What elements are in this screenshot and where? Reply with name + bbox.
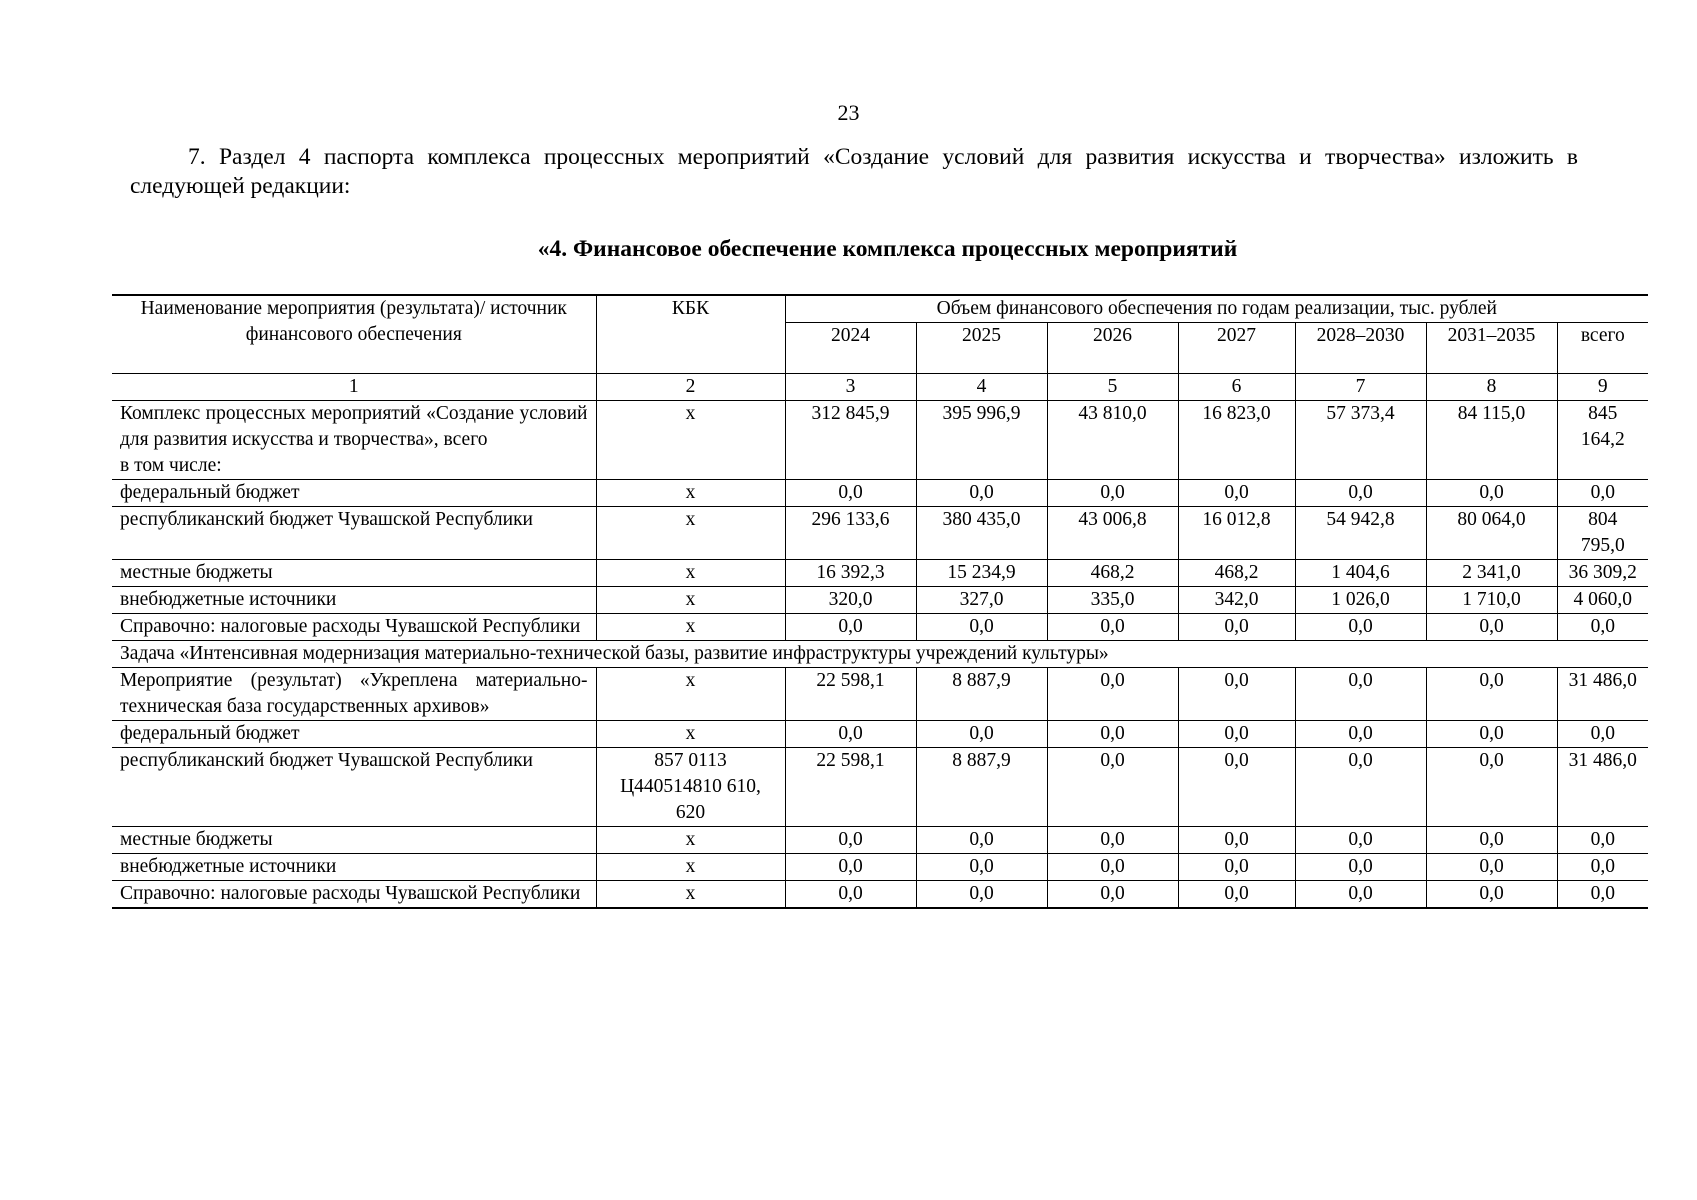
row-value-cell: 0,0 xyxy=(1295,480,1426,507)
page-number: 23 xyxy=(837,100,860,125)
header-year: всего xyxy=(1557,323,1648,374)
row-value-cell: 0,0 xyxy=(916,721,1047,748)
row-value-cell: 0,0 xyxy=(1557,827,1648,854)
row-name-cell: Комплекс процессных мероприятий «Создание условий для развития искусства и творчества», всего в том числе: xyxy=(112,401,596,480)
row-value-cell: 0,0 xyxy=(1426,881,1557,909)
column-number: 3 xyxy=(785,374,916,401)
table-row xyxy=(112,401,1648,480)
row-value-cell: 0,0 xyxy=(1426,668,1557,721)
row-value-cell: 0,0 xyxy=(1047,721,1178,748)
row-value-cell: 845 164,2 xyxy=(1557,401,1648,480)
section-title: «4. Финансовое обеспечение комплекса процессных мероприятий xyxy=(537,236,1238,262)
row-value-cell: 0,0 xyxy=(1178,827,1295,854)
row-value-cell: 31 486,0 xyxy=(1557,668,1648,721)
table-row xyxy=(112,881,1648,909)
task-row xyxy=(112,641,1648,668)
row-value-cell: 312 845,9 xyxy=(785,401,916,480)
header-year: 2028–2030 xyxy=(1295,323,1426,374)
row-kbk-cell: х xyxy=(596,480,785,507)
row-value-cell: 1 710,0 xyxy=(1426,587,1557,614)
row-value-cell: 0,0 xyxy=(1295,668,1426,721)
column-number: 1 xyxy=(112,374,596,401)
row-value-cell: 0,0 xyxy=(785,614,916,641)
row-value-cell: 0,0 xyxy=(1047,881,1178,909)
row-value-cell: 804 795,0 xyxy=(1557,507,1648,560)
row-value-cell: 22 598,1 xyxy=(785,748,916,827)
row-value-cell: 0,0 xyxy=(1047,480,1178,507)
column-number: 9 xyxy=(1557,374,1648,401)
row-value-cell: 0,0 xyxy=(1557,854,1648,881)
row-value-cell: 16 392,3 xyxy=(785,560,916,587)
row-value-cell: 0,0 xyxy=(1295,614,1426,641)
row-value-cell: 36 309,2 xyxy=(1557,560,1648,587)
row-value-cell: 0,0 xyxy=(1426,854,1557,881)
table-row xyxy=(112,507,1648,560)
table-row xyxy=(112,560,1648,587)
row-kbk-cell: х xyxy=(596,881,785,909)
row-value-cell: 8 887,9 xyxy=(916,668,1047,721)
row-name-cell: местные бюджеты xyxy=(112,827,596,854)
header-year: 2027 xyxy=(1178,323,1295,374)
header-year: 2025 xyxy=(916,323,1047,374)
row-value-cell: 468,2 xyxy=(1047,560,1178,587)
row-value-cell: 327,0 xyxy=(916,587,1047,614)
row-name-cell: внебюджетные источники xyxy=(112,587,596,614)
row-value-cell: 0,0 xyxy=(785,827,916,854)
row-value-cell: 80 064,0 xyxy=(1426,507,1557,560)
table-row xyxy=(112,668,1648,721)
row-value-cell: 395 996,9 xyxy=(916,401,1047,480)
row-value-cell: 0,0 xyxy=(1426,614,1557,641)
column-numbers-row xyxy=(112,374,1648,401)
row-value-cell: 0,0 xyxy=(1557,614,1648,641)
row-value-cell: 0,0 xyxy=(1047,668,1178,721)
column-number: 8 xyxy=(1426,374,1557,401)
row-value-cell: 0,0 xyxy=(1178,668,1295,721)
row-value-cell: 2 341,0 xyxy=(1426,560,1557,587)
header-year: 2026 xyxy=(1047,323,1178,374)
row-value-cell: 0,0 xyxy=(1295,881,1426,909)
row-value-cell: 335,0 xyxy=(1047,587,1178,614)
row-value-cell: 0,0 xyxy=(1557,480,1648,507)
row-value-cell: 0,0 xyxy=(785,480,916,507)
row-value-cell: 0,0 xyxy=(1178,480,1295,507)
row-value-cell: 15 234,9 xyxy=(916,560,1047,587)
row-value-cell: 380 435,0 xyxy=(916,507,1047,560)
row-value-cell: 296 133,6 xyxy=(785,507,916,560)
row-name-cell: федеральный бюджет xyxy=(112,721,596,748)
row-value-cell: 0,0 xyxy=(1295,721,1426,748)
column-number: 6 xyxy=(1178,374,1295,401)
header-name-cell: Наименование мероприятия (результата)/ источник финансового обеспечения xyxy=(112,295,596,374)
header-kbk-cell: КБК xyxy=(596,295,785,374)
row-value-cell: 0,0 xyxy=(1047,614,1178,641)
row-value-cell: 0,0 xyxy=(1178,614,1295,641)
table-row xyxy=(112,748,1648,827)
row-value-cell: 0,0 xyxy=(1426,480,1557,507)
table-row xyxy=(112,480,1648,507)
row-value-cell: 0,0 xyxy=(1178,721,1295,748)
row-value-cell: 0,0 xyxy=(1295,827,1426,854)
row-value-cell: 0,0 xyxy=(785,721,916,748)
column-number: 2 xyxy=(596,374,785,401)
row-value-cell: 468,2 xyxy=(1178,560,1295,587)
row-value-cell: 0,0 xyxy=(1047,827,1178,854)
row-value-cell: 0,0 xyxy=(916,480,1047,507)
row-name-cell: федеральный бюджет xyxy=(112,480,596,507)
row-kbk-cell: х xyxy=(596,507,785,560)
header-year: 2031–2035 xyxy=(1426,323,1557,374)
row-value-cell: 0,0 xyxy=(785,881,916,909)
table-row xyxy=(112,854,1648,881)
row-kbk-cell: х xyxy=(596,401,785,480)
table-row xyxy=(112,587,1648,614)
table-row xyxy=(112,721,1648,748)
header-volume-cell: Объем финансового обеспечения по годам реализации, тыс. рублей xyxy=(785,295,1648,323)
row-kbk-cell: х xyxy=(596,560,785,587)
row-value-cell: 0,0 xyxy=(1426,748,1557,827)
row-value-cell: 0,0 xyxy=(1047,748,1178,827)
row-kbk-cell: х xyxy=(596,854,785,881)
row-value-cell: 0,0 xyxy=(916,827,1047,854)
row-name-cell: Справочно: налоговые расходы Чувашской Республики xyxy=(112,881,596,909)
row-value-cell: 0,0 xyxy=(916,614,1047,641)
header-year: 2024 xyxy=(785,323,916,374)
row-value-cell: 342,0 xyxy=(1178,587,1295,614)
row-name-cell: республиканский бюджет Чувашской Республики xyxy=(112,748,596,827)
row-kbk-cell: х xyxy=(596,668,785,721)
row-name-cell: местные бюджеты xyxy=(112,560,596,587)
table-row xyxy=(112,827,1648,854)
row-value-cell: 43 810,0 xyxy=(1047,401,1178,480)
intro-paragraph: 7. Раздел 4 паспорта комплекса процессных мероприятий «Создание условий для развития искусства и творчества» изложить в следующей редакции: xyxy=(130,144,1578,199)
row-value-cell: 0,0 xyxy=(1426,721,1557,748)
row-value-cell: 0,0 xyxy=(1178,881,1295,909)
table-row xyxy=(112,614,1648,641)
row-value-cell: 0,0 xyxy=(785,854,916,881)
row-value-cell: 43 006,8 xyxy=(1047,507,1178,560)
row-value-cell: 84 115,0 xyxy=(1426,401,1557,480)
financing-table xyxy=(112,294,1648,909)
column-number: 7 xyxy=(1295,374,1426,401)
row-name-cell: внебюджетные источники xyxy=(112,854,596,881)
row-name-cell: Мероприятие (результат) «Укреплена материально-техническая база государственных архивов» xyxy=(112,668,596,721)
row-value-cell: 0,0 xyxy=(916,854,1047,881)
row-kbk-cell: 857 0113 Ц440514810 610, 620 xyxy=(596,748,785,827)
row-value-cell: 31 486,0 xyxy=(1557,748,1648,827)
row-value-cell: 16 823,0 xyxy=(1178,401,1295,480)
row-kbk-cell: х xyxy=(596,827,785,854)
row-value-cell: 22 598,1 xyxy=(785,668,916,721)
row-value-cell: 0,0 xyxy=(1295,854,1426,881)
row-kbk-cell: х xyxy=(596,587,785,614)
row-value-cell: 1 404,6 xyxy=(1295,560,1426,587)
row-value-cell: 1 026,0 xyxy=(1295,587,1426,614)
row-name-cell: республиканский бюджет Чувашской Республики xyxy=(112,507,596,560)
row-value-cell: 0,0 xyxy=(916,881,1047,909)
row-value-cell: 0,0 xyxy=(1557,721,1648,748)
row-value-cell: 320,0 xyxy=(785,587,916,614)
row-value-cell: 0,0 xyxy=(1178,748,1295,827)
row-value-cell: 0,0 xyxy=(1426,827,1557,854)
row-value-cell: 57 373,4 xyxy=(1295,401,1426,480)
table-header-row xyxy=(112,295,1648,323)
row-value-cell: 4 060,0 xyxy=(1557,587,1648,614)
row-value-cell: 8 887,9 xyxy=(916,748,1047,827)
row-kbk-cell: х xyxy=(596,614,785,641)
row-name-cell: Справочно: налоговые расходы Чувашской Республики xyxy=(112,614,596,641)
column-number: 4 xyxy=(916,374,1047,401)
row-value-cell: 0,0 xyxy=(1295,748,1426,827)
row-value-cell: 54 942,8 xyxy=(1295,507,1426,560)
column-number: 5 xyxy=(1047,374,1178,401)
row-value-cell: 0,0 xyxy=(1557,881,1648,909)
row-value-cell: 16 012,8 xyxy=(1178,507,1295,560)
row-value-cell: 0,0 xyxy=(1047,854,1178,881)
row-value-cell: 0,0 xyxy=(1178,854,1295,881)
row-kbk-cell: х xyxy=(596,721,785,748)
task-cell: Задача «Интенсивная модернизация материально-технической базы, развитие инфраструктуры учреждений культуры» xyxy=(112,641,1648,668)
